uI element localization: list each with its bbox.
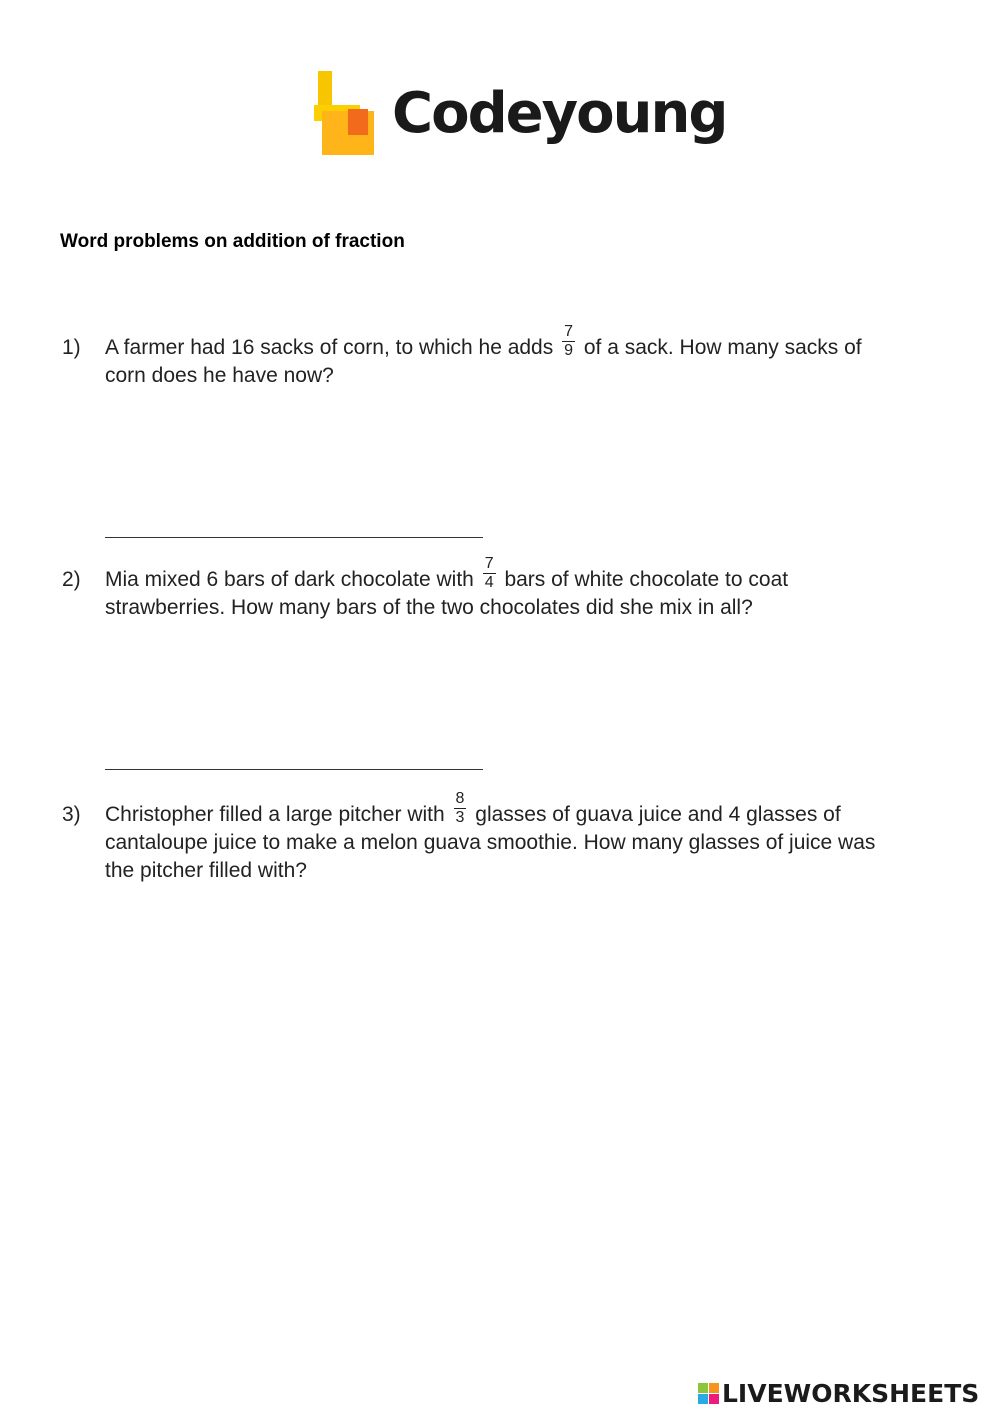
problem-number: 3) <box>62 803 81 826</box>
codeyoung-logo-mark-icon <box>314 71 376 157</box>
problem-text-before: Christopher filled a large pitcher with <box>105 803 445 826</box>
fraction <box>483 556 496 591</box>
problem-text-after: glasses of guava juice and 4 glasses of cantaloupe juice to make a melon guava smoothie. How many glasses of juice was the pitcher filled with? <box>105 803 876 882</box>
answer-line-2[interactable] <box>105 769 483 770</box>
logo-brand-name: Codeyoung <box>392 81 727 146</box>
fraction-denominator: 9 <box>564 341 573 359</box>
problem-3 <box>62 789 902 885</box>
problem-2 <box>62 554 902 622</box>
codeyoung-logo <box>314 68 726 160</box>
fraction-numerator: 7 <box>484 554 494 572</box>
problem-text-after: of a sack. How many sacks of corn does he have now? <box>105 336 862 387</box>
fraction-denominator: 4 <box>484 573 494 591</box>
problem-text-after: bars of white chocolate to coat strawberries. How many bars of the two chocolates did she mix in all? <box>105 568 789 619</box>
problem-1 <box>62 322 902 390</box>
fraction-numerator: 8 <box>455 789 465 807</box>
problem-text <box>105 789 880 885</box>
problem-text <box>105 554 835 622</box>
worksheet-title: Word problems on addition of fraction <box>60 231 405 252</box>
problem-text <box>105 322 895 390</box>
problem-text-before: Mia mixed 6 bars of dark chocolate with <box>105 568 474 591</box>
fraction <box>562 324 575 359</box>
fraction-denominator: 3 <box>455 808 465 826</box>
liveworksheets-icon <box>698 1383 719 1404</box>
liveworksheets-brand: LIVEWORKSHEETS <box>722 1379 980 1408</box>
problem-text-before: A farmer had 16 sacks of corn, to which he adds <box>105 336 554 359</box>
problem-number: 2) <box>62 568 81 591</box>
answer-line-1[interactable] <box>105 537 483 538</box>
fraction-numerator: 7 <box>564 322 573 340</box>
fraction <box>454 791 467 826</box>
problem-number: 1) <box>62 336 81 359</box>
liveworksheets-logo <box>698 1379 979 1408</box>
